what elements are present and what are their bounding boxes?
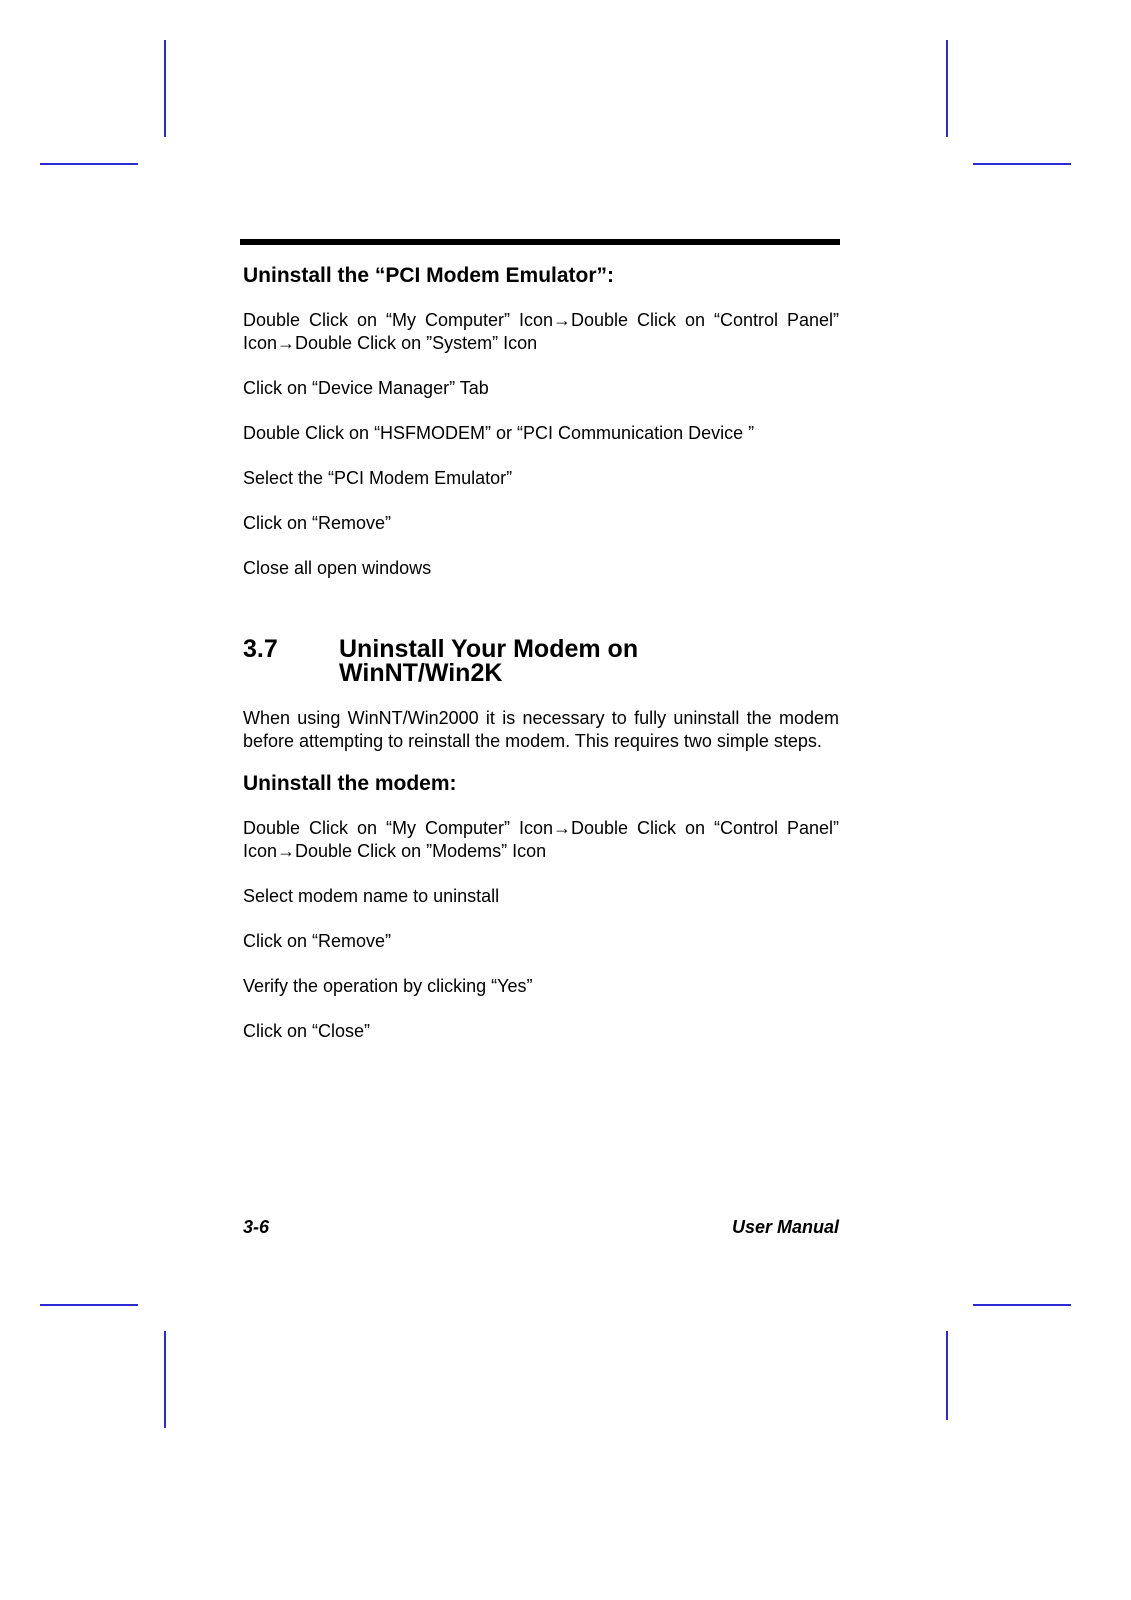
- section-number: 3.7: [243, 635, 278, 663]
- section-heading: [243, 637, 839, 685]
- step-text: Select the “PCI Modem Emulator”: [243, 468, 513, 488]
- page-content: [243, 263, 839, 1043]
- page-footer: [243, 1216, 839, 1238]
- step-text: Close all open windows: [243, 558, 432, 578]
- crop-mark-top-left-vertical: [164, 40, 166, 137]
- step-text: Click on “Remove”: [243, 513, 392, 533]
- step-text: Double Click on “My Computer” Icon→Double Click on “Control Panel” Icon→Double Click on ”Modems” Icon: [243, 818, 839, 861]
- step-text: Verify the operation by clicking “Yes”: [243, 976, 533, 996]
- crop-mark-bottom-right-vertical: [946, 1331, 948, 1420]
- step-text: Double Click on “HSFMODEM” or “PCI Communication Device ”: [243, 423, 755, 443]
- manual-title: User Manual: [731, 1217, 839, 1237]
- heading-uninstall-pci-emulator: Uninstall the “PCI Modem Emulator”:: [243, 264, 615, 287]
- step-text: Click on “Close”: [243, 1021, 371, 1041]
- step-text: Select modem name to uninstall: [243, 886, 500, 906]
- crop-mark-top-right-horizontal: [973, 163, 1071, 165]
- crop-mark-bottom-left-horizontal: [40, 1304, 138, 1306]
- step-text: Click on “Device Manager” Tab: [243, 378, 489, 398]
- heading-uninstall-modem: Uninstall the modem:: [243, 772, 457, 795]
- step-text: Click on “Remove”: [243, 931, 392, 951]
- section-intro: When using WinNT/Win2000 it is necessary to fully uninstall the modem before attempting to reinstall the modem. This requires two simple steps.: [243, 708, 839, 751]
- crop-mark-bottom-right-horizontal: [973, 1304, 1071, 1306]
- crop-mark-bottom-left-vertical: [164, 1331, 166, 1428]
- step-text: Double Click on “My Computer” Icon→Double Click on “Control Panel” Icon→Double Click on ”System” Icon: [243, 310, 839, 353]
- crop-mark-top-right-vertical: [946, 40, 948, 137]
- header-rule: [240, 239, 840, 245]
- section-title: Uninstall Your Modem on WinNT/Win2K: [339, 635, 639, 687]
- page-number: 3-6: [243, 1217, 270, 1237]
- crop-mark-top-left-horizontal: [40, 163, 138, 165]
